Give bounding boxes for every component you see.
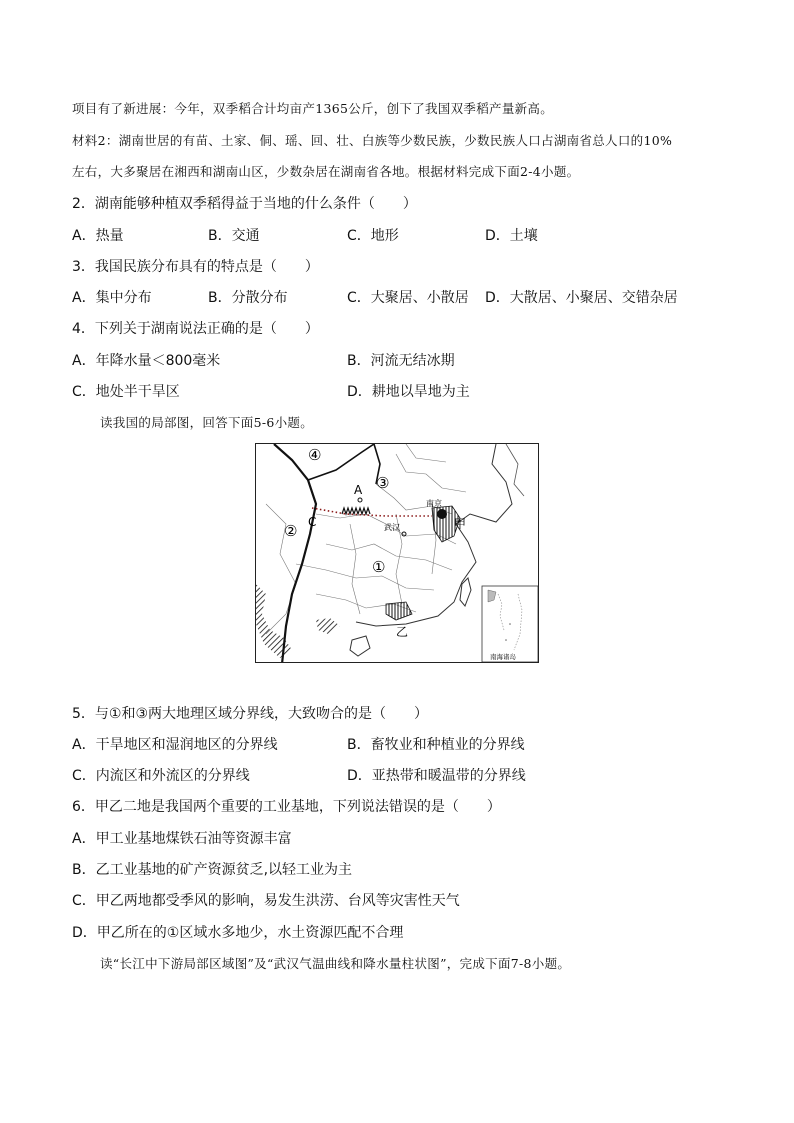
label-region-3: ③ xyxy=(376,474,390,492)
korea-peninsula xyxy=(506,444,524,496)
question-4-option-d: D．耕地以旱地为主 xyxy=(347,384,470,400)
label-point-a: A xyxy=(354,483,363,497)
outro-instruction: 读“长江中下游局部区域图”及“武汉气温曲线和降水量柱状图”，完成下面7-8小题。 xyxy=(100,956,571,971)
question-2-option-d: D．土壤 xyxy=(485,228,538,244)
question-4-option-b: B．河流无结冰期 xyxy=(347,353,455,369)
label-wuhan: 武汉 xyxy=(384,523,400,532)
qinling-huaihe-line xyxy=(312,508,432,516)
map-svg xyxy=(256,444,539,663)
label-jia: 甲 xyxy=(454,517,467,531)
question-3-option-d: D．大散居、小聚居、交错杂居 xyxy=(485,290,678,306)
intro-line-3: 左右，大多聚居在湘西和湖南山区，少数杂居在湖南省各地。根据材料完成下面2-4小题。 xyxy=(72,164,580,179)
inset-caption: 南海诸岛 xyxy=(490,653,516,661)
question-4-option-a: A．年降水量＜800毫米 xyxy=(72,353,221,369)
question-6-option-c: C．甲乙两地都受季风的影响，易发生洪涝、台风等灾害性天气 xyxy=(72,893,460,909)
south-china-sea-inset xyxy=(482,586,538,662)
question-3-option-a: A．集中分布 xyxy=(72,290,152,306)
intro-line-1: 项目有了新进展：今年，双季稻合计均亩产1365公斤，创下了我国双季稻产量新高。 xyxy=(72,101,554,116)
question-2-option-b: B．交通 xyxy=(208,228,260,244)
question-6-option-a: A．甲工业基地煤铁石油等资源丰富 xyxy=(72,831,292,847)
question-5-option-c: C．内流区和外流区的分界线 xyxy=(72,768,250,784)
question-3-option-c: C．大聚居、小散居 xyxy=(347,290,469,306)
intro-line-2: 材料2：湖南世居的有苗、土家、侗、瑶、回、壮、白族等少数民族，少数民族人口占湖南省总人口的10% xyxy=(72,133,673,148)
question-6-stem: 6．甲乙二地是我国两个重要的工业基地，下列说法错误的是（ ） xyxy=(72,799,501,815)
question-5-option-a: A．干旱地区和湿润地区的分界线 xyxy=(72,737,278,753)
map-intro: 读我国的局部图，回答下面5-6小题。 xyxy=(100,415,314,430)
industrial-base-yi xyxy=(386,602,412,620)
question-6-option-d: D．甲乙所在的①区域水多地少，水土资源匹配不合理 xyxy=(72,925,404,941)
question-4-option-c: C．地处半干旱区 xyxy=(72,384,180,400)
label-nanjing: 南京 xyxy=(426,499,442,508)
label-region-2: ② xyxy=(284,522,298,540)
label-region-4: ④ xyxy=(308,446,322,464)
question-2-option-a: A．热量 xyxy=(72,228,124,244)
border-hatch-south xyxy=(316,618,340,634)
point-a-marker xyxy=(358,498,362,502)
china-partial-map xyxy=(255,443,539,663)
question-2-stem: 2．湖南能够种植双季稻得益于当地的什么条件（ ） xyxy=(72,196,417,212)
hainan-island xyxy=(350,636,370,656)
question-2-option-c: C．地形 xyxy=(347,228,399,244)
question-5-option-b: B．畜牧业和种植业的分界线 xyxy=(347,737,525,753)
question-6-option-b: B．乙工业基地的矿产资源贫乏,以轻工业为主 xyxy=(72,862,353,878)
nanjing-marker xyxy=(437,509,447,519)
label-yi: 乙 xyxy=(396,625,409,639)
label-point-c: C xyxy=(308,515,317,529)
question-4-stem: 4．下列关于湖南说法正确的是（ ） xyxy=(72,321,319,337)
question-3-stem: 3．我国民族分布具有的特点是（ ） xyxy=(72,259,319,275)
label-region-1: ① xyxy=(372,558,386,576)
question-5-option-d: D．亚热带和暖温带的分界线 xyxy=(347,768,526,784)
question-5-stem: 5．与①和③两大地理区域分界线，大致吻合的是（ ） xyxy=(72,706,429,722)
qinling-mountains xyxy=(342,508,370,514)
question-3-option-b: B．分散分布 xyxy=(208,290,288,306)
